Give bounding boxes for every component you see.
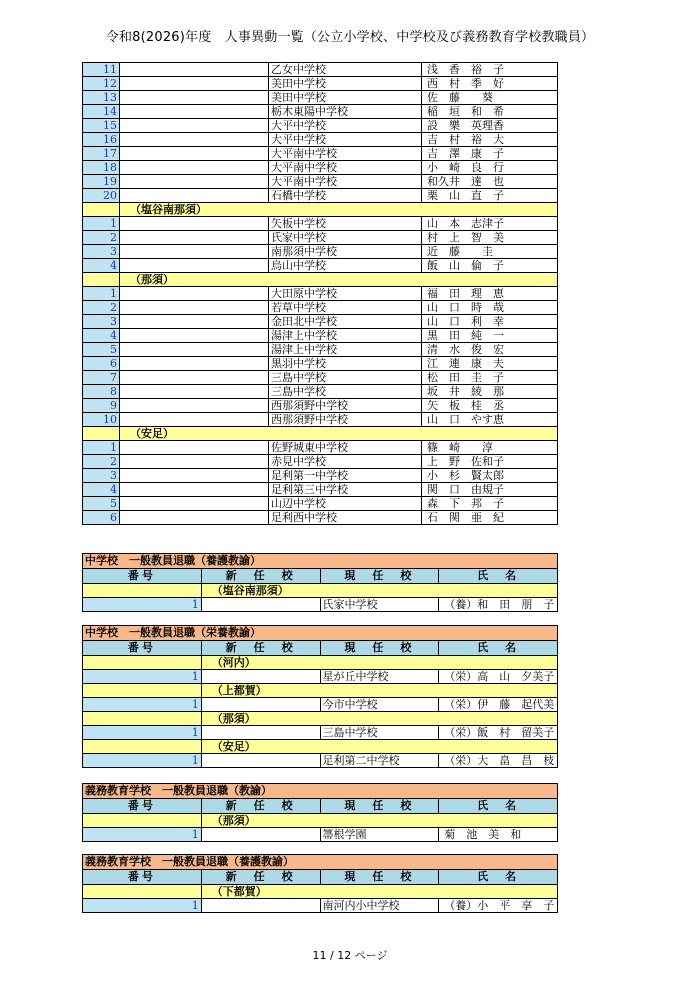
region-row — [83, 684, 558, 698]
table-row — [83, 217, 558, 231]
current-school-cell: 大平南中学校 — [269, 175, 422, 189]
row-number: 1 — [83, 598, 202, 612]
new-school-cell — [120, 105, 269, 119]
current-school-cell: 乙女中学校 — [269, 63, 422, 77]
region-number-cell — [83, 584, 202, 598]
header-current-school: 現 任 校 — [320, 569, 439, 584]
current-school-cell: 大田原中学校 — [269, 287, 422, 301]
current-school-cell: 山辺中学校 — [269, 497, 422, 511]
column-header-row — [83, 641, 558, 656]
header-new-school: 新 任 校 — [201, 569, 320, 584]
teacher-name-cell: 和久井 達 也 — [422, 175, 558, 189]
current-school-cell: 美田中学校 — [269, 91, 422, 105]
current-school-cell: 南那須中学校 — [269, 245, 422, 259]
main-list-table — [82, 62, 558, 525]
new-school-cell — [120, 245, 269, 259]
teacher-name-cell: 森 下 邦 子 — [422, 497, 558, 511]
header-name: 氏 名 — [439, 569, 558, 584]
teacher-name-cell: 設 樂 英理香 — [422, 119, 558, 133]
row-number: 1 — [83, 698, 202, 712]
row-number: 1 — [83, 287, 120, 301]
teacher-name-cell: 小 崎 良 行 — [422, 161, 558, 175]
region-number-cell — [83, 712, 202, 726]
row-number: 4 — [83, 329, 120, 343]
table-row — [83, 245, 558, 259]
region-row — [83, 712, 558, 726]
new-school-cell — [120, 63, 269, 77]
current-school-cell: 三島中学校 — [320, 726, 439, 740]
table-row — [83, 189, 558, 203]
row-number: 1 — [83, 754, 202, 768]
current-school-cell: 今市中学校 — [320, 698, 439, 712]
row-number: 1 — [83, 899, 202, 913]
row-number: 4 — [83, 259, 120, 273]
table-row — [83, 329, 558, 343]
current-school-cell: 南河内小中学校 — [320, 899, 439, 913]
row-number: 6 — [83, 511, 120, 525]
new-school-cell — [120, 483, 269, 497]
table-row — [83, 511, 558, 525]
current-school-cell: 佐野城東中学校 — [269, 441, 422, 455]
table-row — [83, 105, 558, 119]
new-school-cell — [120, 175, 269, 189]
row-number: 1 — [83, 828, 202, 842]
row-number: 1 — [83, 217, 120, 231]
current-school-cell: 大平中学校 — [269, 119, 422, 133]
teacher-name-cell: 上 野 佐和子 — [422, 455, 558, 469]
column-header-row — [83, 569, 558, 584]
region-label: （塩谷南那須） — [120, 203, 558, 217]
region-label: （上都賀） — [201, 684, 557, 698]
new-school-cell — [120, 217, 269, 231]
row-number: 2 — [83, 455, 120, 469]
row-number: 10 — [83, 413, 120, 427]
new-school-cell — [120, 399, 269, 413]
teacher-name-cell: （栄）大 畠 昌 枝 — [439, 754, 558, 768]
current-school-cell: 氏家中学校 — [320, 598, 439, 612]
teacher-name-cell: 稲 垣 和 希 — [422, 105, 558, 119]
teacher-name-cell: 福 田 理 恵 — [422, 287, 558, 301]
row-number: 4 — [83, 483, 120, 497]
region-label: （那須） — [201, 814, 557, 828]
region-row — [83, 740, 558, 754]
row-number: 11 — [83, 63, 120, 77]
teacher-name-cell: （栄）伊 藤 起代美 — [439, 698, 558, 712]
region-number-cell — [83, 885, 202, 899]
table-row — [83, 413, 558, 427]
teacher-name-cell: 菊 池 美 和 — [439, 828, 558, 842]
new-school-cell — [120, 469, 269, 483]
table-row — [83, 399, 558, 413]
current-school-cell: 湯津上中学校 — [269, 329, 422, 343]
region-label: （下都賀） — [201, 885, 557, 899]
new-school-cell — [120, 259, 269, 273]
new-school-cell — [201, 598, 320, 612]
row-number: 6 — [83, 357, 120, 371]
table-row — [83, 726, 558, 740]
row-number: 12 — [83, 77, 120, 91]
table-row — [83, 483, 558, 497]
region-label: （河内） — [201, 656, 557, 670]
table-row — [83, 231, 558, 245]
teacher-name-cell: 清 水 俊 宏 — [422, 343, 558, 357]
row-number: 17 — [83, 147, 120, 161]
section-title: 中学校 一般教員退職（養護教諭） — [83, 554, 558, 569]
current-school-cell: 三島中学校 — [269, 371, 422, 385]
row-number: 3 — [83, 245, 120, 259]
table-row — [83, 455, 558, 469]
teacher-name-cell: 西 村 季 好 — [422, 77, 558, 91]
teacher-name-cell: （養）和 田 朋 子 — [439, 598, 558, 612]
new-school-cell — [201, 698, 320, 712]
row-number: 5 — [83, 343, 120, 357]
new-school-cell — [120, 357, 269, 371]
new-school-cell — [120, 371, 269, 385]
header-number: 番号 — [83, 870, 202, 885]
new-school-cell — [201, 670, 320, 684]
new-school-cell — [120, 385, 269, 399]
region-label: （塩谷南那須） — [201, 584, 557, 598]
table-row — [83, 133, 558, 147]
current-school-cell: 石橋中学校 — [269, 189, 422, 203]
section-title-row — [83, 855, 558, 870]
region-label: （那須） — [201, 712, 557, 726]
current-school-cell: 矢板中学校 — [269, 217, 422, 231]
section-title-row — [83, 554, 558, 569]
current-school-cell: 三島中学校 — [269, 385, 422, 399]
row-number: 1 — [83, 441, 120, 455]
table-row — [83, 385, 558, 399]
teacher-name-cell: 佐 藤 葵 — [422, 91, 558, 105]
row-number: 15 — [83, 119, 120, 133]
new-school-cell — [120, 133, 269, 147]
section-compulsory-teacher — [82, 783, 558, 842]
current-school-cell: 西那須野中学校 — [269, 399, 422, 413]
row-number: 2 — [83, 301, 120, 315]
new-school-cell — [120, 455, 269, 469]
header-new-school: 新 任 校 — [201, 799, 320, 814]
new-school-cell — [120, 329, 269, 343]
new-school-cell — [201, 828, 320, 842]
current-school-cell: 金田北中学校 — [269, 315, 422, 329]
new-school-cell — [120, 189, 269, 203]
current-school-cell: 若草中学校 — [269, 301, 422, 315]
region-number-cell — [83, 684, 202, 698]
table-row — [83, 175, 558, 189]
row-number: 16 — [83, 133, 120, 147]
table-row — [83, 91, 558, 105]
table-row — [83, 698, 558, 712]
table-row — [83, 828, 558, 842]
new-school-cell — [201, 899, 320, 913]
column-header-row — [83, 799, 558, 814]
current-school-cell: 氏家中学校 — [269, 231, 422, 245]
new-school-cell — [120, 413, 269, 427]
row-number: 9 — [83, 399, 120, 413]
row-number: 13 — [83, 91, 120, 105]
teacher-name-cell: 吉 村 裕 大 — [422, 133, 558, 147]
region-number-cell — [83, 740, 202, 754]
table-row — [83, 469, 558, 483]
section-title: 義務教育学校 一般教員退職（教諭） — [83, 784, 558, 799]
current-school-cell: 美田中学校 — [269, 77, 422, 91]
table-row — [83, 287, 558, 301]
current-school-cell: 足利第三中学校 — [269, 483, 422, 497]
header-number: 番号 — [83, 641, 202, 656]
table-row — [83, 259, 558, 273]
table-row — [83, 899, 558, 913]
header-name: 氏 名 — [439, 870, 558, 885]
header-name: 氏 名 — [439, 799, 558, 814]
new-school-cell — [201, 754, 320, 768]
new-school-cell — [120, 147, 269, 161]
row-number: 20 — [83, 189, 120, 203]
current-school-cell: 大平南中学校 — [269, 161, 422, 175]
new-school-cell — [120, 77, 269, 91]
row-number: 7 — [83, 371, 120, 385]
region-number-cell — [83, 427, 120, 441]
region-label: （那須） — [120, 273, 558, 287]
row-number: 1 — [83, 726, 202, 740]
header-current-school: 現 任 校 — [320, 641, 439, 656]
current-school-cell: 箒根学園 — [320, 828, 439, 842]
section-compulsory-yogo — [82, 854, 558, 913]
region-label: （安足） — [201, 740, 557, 754]
current-school-cell: 西那須野中学校 — [269, 413, 422, 427]
teacher-name-cell: （栄）高 山 夕美子 — [439, 670, 558, 684]
current-school-cell: 赤見中学校 — [269, 455, 422, 469]
teacher-name-cell: 篠 崎 淳 — [422, 441, 558, 455]
table-row — [83, 161, 558, 175]
header-number: 番号 — [83, 799, 202, 814]
region-row — [83, 656, 558, 670]
region-label: （安足） — [120, 427, 558, 441]
teacher-name-cell: 坂 井 綾 那 — [422, 385, 558, 399]
region-number-cell — [83, 814, 202, 828]
region-row — [83, 203, 558, 217]
teacher-name-cell: 矢 板 桂 丞 — [422, 399, 558, 413]
region-row — [83, 584, 558, 598]
table-row — [83, 301, 558, 315]
row-number: 3 — [83, 469, 120, 483]
teacher-name-cell: 山 本 志津子 — [422, 217, 558, 231]
table-row — [83, 63, 558, 77]
row-number: 3 — [83, 315, 120, 329]
section-title: 義務教育学校 一般教員退職（養護教諭） — [83, 855, 558, 870]
current-school-cell: 黒羽中学校 — [269, 357, 422, 371]
teacher-name-cell: 山 口 やす恵 — [422, 413, 558, 427]
new-school-cell — [120, 91, 269, 105]
new-school-cell — [120, 497, 269, 511]
teacher-name-cell: 村 上 智 美 — [422, 231, 558, 245]
teacher-name-cell: 飯 山 倫 子 — [422, 259, 558, 273]
teacher-name-cell: 近 藤 圭 — [422, 245, 558, 259]
row-number: 1 — [83, 670, 202, 684]
current-school-cell: 足利西中学校 — [269, 511, 422, 525]
header-new-school: 新 任 校 — [201, 870, 320, 885]
teacher-name-cell: 山 口 時 哉 — [422, 301, 558, 315]
new-school-cell — [120, 315, 269, 329]
region-row — [83, 427, 558, 441]
teacher-name-cell: 小 杉 賢太郎 — [422, 469, 558, 483]
header-current-school: 現 任 校 — [320, 799, 439, 814]
current-school-cell: 湯津上中学校 — [269, 343, 422, 357]
teacher-name-cell: 栗 山 直 子 — [422, 189, 558, 203]
new-school-cell — [120, 441, 269, 455]
table-row — [83, 315, 558, 329]
teacher-name-cell: 関 口 由規子 — [422, 483, 558, 497]
current-school-cell: 足利第一中学校 — [269, 469, 422, 483]
teacher-name-cell: 黒 田 純 一 — [422, 329, 558, 343]
current-school-cell: 大平中学校 — [269, 133, 422, 147]
section-title: 中学校 一般教員退職（栄養教諭） — [83, 626, 558, 641]
teacher-name-cell: 石 関 亜 紀 — [422, 511, 558, 525]
region-row — [83, 273, 558, 287]
new-school-cell — [120, 287, 269, 301]
new-school-cell — [120, 511, 269, 525]
table-row — [83, 343, 558, 357]
header-number: 番号 — [83, 569, 202, 584]
row-number: 18 — [83, 161, 120, 175]
region-number-cell — [83, 273, 120, 287]
column-header-row — [83, 870, 558, 885]
table-row — [83, 441, 558, 455]
region-row — [83, 814, 558, 828]
region-number-cell — [83, 656, 202, 670]
region-row — [83, 885, 558, 899]
teacher-name-cell: （養）小 平 享 子 — [439, 899, 558, 913]
new-school-cell — [201, 726, 320, 740]
table-row — [83, 670, 558, 684]
section-jhs-yogo — [82, 553, 558, 612]
header-new-school: 新 任 校 — [201, 641, 320, 656]
table-row — [83, 357, 558, 371]
teacher-name-cell: 山 口 利 幸 — [422, 315, 558, 329]
section-jhs-eiyo — [82, 625, 558, 768]
teacher-name-cell: 浅 香 裕 子 — [422, 63, 558, 77]
current-school-cell: 足利第二中学校 — [320, 754, 439, 768]
current-school-cell: 星が丘中学校 — [320, 670, 439, 684]
table-row — [83, 371, 558, 385]
current-school-cell: 栃木東陽中学校 — [269, 105, 422, 119]
teacher-name-cell: （栄）飯 村 留美子 — [439, 726, 558, 740]
teacher-name-cell: 松 田 圭 子 — [422, 371, 558, 385]
row-number: 19 — [83, 175, 120, 189]
teacher-name-cell: 江 連 康 夫 — [422, 357, 558, 371]
table-row — [83, 77, 558, 91]
table-row — [83, 754, 558, 768]
region-number-cell — [83, 203, 120, 217]
header-name: 氏 名 — [439, 641, 558, 656]
table-row — [83, 598, 558, 612]
row-number: 2 — [83, 231, 120, 245]
new-school-cell — [120, 231, 269, 245]
new-school-cell — [120, 301, 269, 315]
table-row — [83, 497, 558, 511]
header-current-school: 現 任 校 — [320, 870, 439, 885]
row-number: 8 — [83, 385, 120, 399]
current-school-cell: 烏山中学校 — [269, 259, 422, 273]
row-number: 14 — [83, 105, 120, 119]
new-school-cell — [120, 119, 269, 133]
teacher-name-cell: 吉 澤 康 子 — [422, 147, 558, 161]
current-school-cell: 大平南中学校 — [269, 147, 422, 161]
section-title-row — [83, 626, 558, 641]
section-title-row — [83, 784, 558, 799]
table-row — [83, 147, 558, 161]
table-row — [83, 119, 558, 133]
new-school-cell — [120, 343, 269, 357]
row-number: 5 — [83, 497, 120, 511]
document-title: 令和8(2026)年度 人事異動一覧（公立小学校、中学校及び義務教育学校教職員） — [105, 30, 595, 45]
page-number: 11 / 12 ページ — [312, 949, 388, 962]
new-school-cell — [120, 161, 269, 175]
